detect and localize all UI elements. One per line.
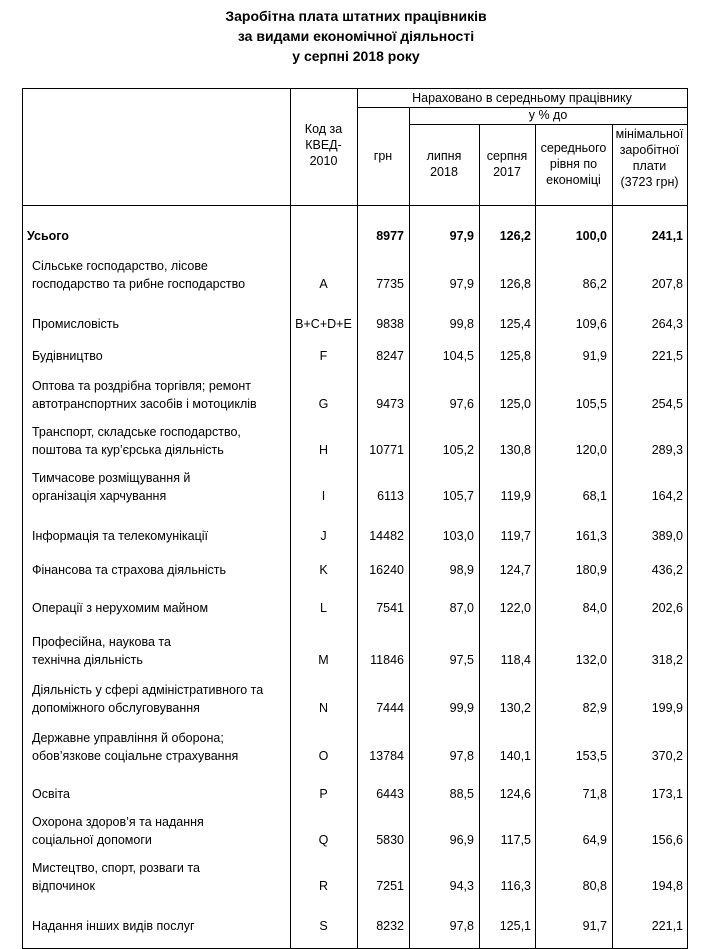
uah-value: 14482 bbox=[369, 529, 404, 543]
july-percent: 88,5 bbox=[449, 787, 474, 801]
aug-percent: 122,0 bbox=[499, 601, 531, 615]
aug-percent: 118,4 bbox=[500, 653, 531, 667]
aug-percent: 130,2 bbox=[499, 701, 531, 715]
activity-name-line: організація харчування bbox=[32, 489, 167, 503]
activity-name-line: Професійна, наукова та bbox=[32, 635, 171, 649]
min-wage-percent: 202,6 bbox=[651, 601, 683, 615]
uah-value: 8232 bbox=[376, 919, 404, 933]
title-line-1: Заробітна плата штатних працівників bbox=[225, 8, 487, 24]
activity-name-line: Фінансова та страхова діяльність bbox=[32, 563, 226, 577]
min-wage-percent: 254,5 bbox=[651, 397, 683, 411]
avg-percent: 161,3 bbox=[575, 529, 607, 543]
kved-code: A bbox=[319, 277, 328, 291]
min-wage-percent: 241,1 bbox=[651, 229, 683, 243]
avg-percent: 132,0 bbox=[575, 653, 607, 667]
kved-code: I bbox=[321, 489, 326, 503]
avg-percent: 86,2 bbox=[582, 277, 607, 291]
min-wage-percent: 194,8 bbox=[651, 879, 683, 893]
kved-code: O bbox=[318, 749, 329, 763]
header-min-line: плати bbox=[632, 159, 667, 173]
header-avg-line: рівня по bbox=[549, 157, 598, 171]
header-code-line: КВЕД- bbox=[305, 138, 342, 152]
kved-code: F bbox=[319, 349, 328, 363]
aug-percent: 125,8 bbox=[499, 349, 531, 363]
header-min-line: мінімальної bbox=[615, 127, 684, 141]
kved-code: H bbox=[318, 443, 329, 457]
min-wage-percent: 436,2 bbox=[651, 563, 683, 577]
table-left-rule bbox=[22, 88, 23, 948]
activity-name-line: Діяльність у сфері адміністративного та bbox=[32, 683, 264, 697]
july-percent: 99,9 bbox=[449, 701, 474, 715]
july-percent: 98,9 bbox=[449, 563, 474, 577]
uah-value: 16240 bbox=[369, 563, 404, 577]
header-min-line: (3723 грн) bbox=[620, 175, 679, 189]
avg-percent: 109,6 bbox=[575, 317, 607, 331]
uah-value: 13784 bbox=[369, 749, 404, 763]
activity-name-line: Охорона здоров’я та надання bbox=[32, 815, 204, 829]
uah-value: 7735 bbox=[376, 277, 404, 291]
july-percent: 105,2 bbox=[442, 443, 474, 457]
min-wage-percent: 318,2 bbox=[651, 653, 683, 667]
min-wage-percent: 289,3 bbox=[651, 443, 683, 457]
uah-value: 9838 bbox=[376, 317, 404, 331]
uah-value: 8977 bbox=[376, 229, 404, 243]
header-min-line: заробітної bbox=[619, 143, 680, 157]
min-wage-percent: 264,3 bbox=[651, 317, 683, 331]
header-bottom-rule bbox=[22, 205, 688, 206]
total-label: Усього bbox=[27, 229, 69, 243]
header-aug-line: 2017 bbox=[493, 165, 521, 179]
min-wage-percent: 207,8 bbox=[651, 277, 683, 291]
aug-percent: 126,2 bbox=[499, 229, 531, 243]
table-right-rule bbox=[687, 88, 688, 948]
activity-name-line: обов’язкове соціальне страхування bbox=[32, 749, 239, 763]
aug-percent: 126,8 bbox=[499, 277, 531, 291]
column-rule bbox=[357, 88, 358, 948]
july-percent: 97,9 bbox=[449, 229, 474, 243]
avg-percent: 153,5 bbox=[575, 749, 607, 763]
column-rule bbox=[290, 88, 291, 948]
avg-percent: 100,0 bbox=[575, 229, 607, 243]
kved-code: P bbox=[319, 787, 328, 801]
percent-underline bbox=[409, 124, 688, 125]
activity-name-line: Будівництво bbox=[32, 349, 103, 363]
activity-name-line: відпочинок bbox=[32, 879, 95, 893]
uah-value: 7251 bbox=[376, 879, 404, 893]
kved-code: B+C+D+E bbox=[295, 317, 352, 331]
aug-percent: 117,5 bbox=[500, 833, 531, 847]
activity-name-line: соціальної допомоги bbox=[32, 833, 152, 847]
july-percent: 105,7 bbox=[442, 489, 474, 503]
activity-name-line: технічна діяльність bbox=[32, 653, 143, 667]
activity-name-line: Мистецтво, спорт, розваги та bbox=[32, 861, 200, 875]
avg-percent: 120,0 bbox=[575, 443, 607, 457]
activity-name-line: Промисловість bbox=[32, 317, 120, 331]
header-avg-line: середнього bbox=[540, 141, 607, 155]
header-july-line: 2018 bbox=[430, 165, 458, 179]
min-wage-percent: 221,1 bbox=[651, 919, 683, 933]
activity-name-line: поштова та кур’єрська діяльність bbox=[32, 443, 224, 457]
july-percent: 94,3 bbox=[449, 879, 474, 893]
kved-code: L bbox=[320, 601, 327, 615]
july-percent: 87,0 bbox=[449, 601, 474, 615]
avg-percent: 91,9 bbox=[582, 349, 607, 363]
uah-value: 7444 bbox=[376, 701, 404, 715]
avg-percent: 82,9 bbox=[582, 701, 607, 715]
title-line-2: за видами економічної діяльності bbox=[237, 28, 475, 44]
july-percent: 103,0 bbox=[442, 529, 474, 543]
activity-name-line: автотранспортних засобів і мотоциклів bbox=[32, 397, 257, 411]
aug-percent: 116,3 bbox=[500, 879, 531, 893]
kved-code: M bbox=[318, 653, 329, 667]
aug-percent: 130,8 bbox=[499, 443, 531, 457]
aug-percent: 125,1 bbox=[499, 919, 531, 933]
min-wage-percent: 156,6 bbox=[651, 833, 683, 847]
activity-name-line: господарство та рибне господарство bbox=[32, 277, 246, 291]
header-uah: грн bbox=[373, 149, 393, 163]
avg-percent: 105,5 bbox=[575, 397, 607, 411]
avg-percent: 80,8 bbox=[582, 879, 607, 893]
uah-value: 5830 bbox=[376, 833, 404, 847]
activity-name-line: Операції з нерухомим майном bbox=[32, 601, 209, 615]
document-title bbox=[0, 6, 712, 66]
header-accrued: Нараховано в середньому працівнику bbox=[412, 91, 632, 105]
july-percent: 96,9 bbox=[449, 833, 474, 847]
activity-name-line: Тимчасове розміщування й bbox=[32, 471, 191, 485]
header-avg-line: економіці bbox=[546, 173, 601, 187]
aug-percent: 124,7 bbox=[499, 563, 531, 577]
table-top-rule bbox=[22, 88, 688, 89]
header-code-line: 2010 bbox=[309, 154, 338, 168]
july-percent: 104,5 bbox=[442, 349, 474, 363]
kved-code: R bbox=[318, 879, 329, 893]
aug-percent: 125,4 bbox=[499, 317, 531, 331]
header-aug-line: серпня bbox=[486, 149, 528, 163]
avg-percent: 68,1 bbox=[582, 489, 607, 503]
avg-percent: 64,9 bbox=[582, 833, 607, 847]
min-wage-percent: 164,2 bbox=[651, 489, 683, 503]
july-percent: 97,8 bbox=[449, 749, 474, 763]
activity-name-line: Освіта bbox=[32, 787, 70, 801]
kved-code: Q bbox=[318, 833, 329, 847]
activity-name-line: допоміжного обслуговування bbox=[32, 701, 200, 715]
uah-value: 7541 bbox=[376, 601, 404, 615]
header-july-line: липня bbox=[426, 149, 462, 163]
avg-percent: 180,9 bbox=[575, 563, 607, 577]
activity-name-line: Оптова та роздрібна торгівля; ремонт bbox=[32, 379, 251, 393]
uah-value: 11846 bbox=[370, 653, 404, 667]
activity-name-line: Транспорт, складське господарство, bbox=[32, 425, 241, 439]
avg-percent: 71,8 bbox=[582, 787, 607, 801]
min-wage-percent: 389,0 bbox=[651, 529, 683, 543]
header-code-line: Код за bbox=[304, 122, 343, 136]
activity-name-line: Інформація та телекомунікації bbox=[32, 529, 208, 543]
july-percent: 97,6 bbox=[449, 397, 474, 411]
uah-value: 8247 bbox=[376, 349, 404, 363]
uah-value: 6113 bbox=[377, 489, 404, 503]
kved-code: G bbox=[318, 397, 329, 411]
min-wage-percent: 221,5 bbox=[651, 349, 683, 363]
avg-percent: 84,0 bbox=[582, 601, 607, 615]
kved-code: N bbox=[318, 701, 329, 715]
aug-percent: 119,7 bbox=[500, 529, 531, 543]
header-percent-to: у % до bbox=[528, 108, 568, 122]
july-percent: 97,5 bbox=[449, 653, 474, 667]
min-wage-percent: 370,2 bbox=[651, 749, 683, 763]
uah-value: 6443 bbox=[376, 787, 404, 801]
kved-code: K bbox=[319, 563, 328, 577]
july-percent: 97,9 bbox=[449, 277, 474, 291]
min-wage-percent: 173,1 bbox=[651, 787, 683, 801]
activity-name-line: Державне управління й оборона; bbox=[32, 731, 224, 745]
kved-code: S bbox=[319, 919, 328, 933]
uah-value: 10771 bbox=[369, 443, 404, 457]
july-percent: 97,8 bbox=[449, 919, 474, 933]
activity-name-line: Сільське господарство, лісове bbox=[32, 259, 208, 273]
aug-percent: 124,6 bbox=[499, 787, 531, 801]
july-percent: 99,8 bbox=[449, 317, 474, 331]
activity-name-line: Надання інших видів послуг bbox=[32, 919, 195, 933]
aug-percent: 125,0 bbox=[499, 397, 531, 411]
title-line-3: у серпні 2018 року bbox=[292, 48, 420, 64]
kved-code: J bbox=[320, 529, 327, 543]
aug-percent: 119,9 bbox=[500, 489, 531, 503]
avg-percent: 91,7 bbox=[582, 919, 607, 933]
aug-percent: 140,1 bbox=[499, 749, 531, 763]
min-wage-percent: 199,9 bbox=[651, 701, 683, 715]
uah-value: 9473 bbox=[376, 397, 404, 411]
